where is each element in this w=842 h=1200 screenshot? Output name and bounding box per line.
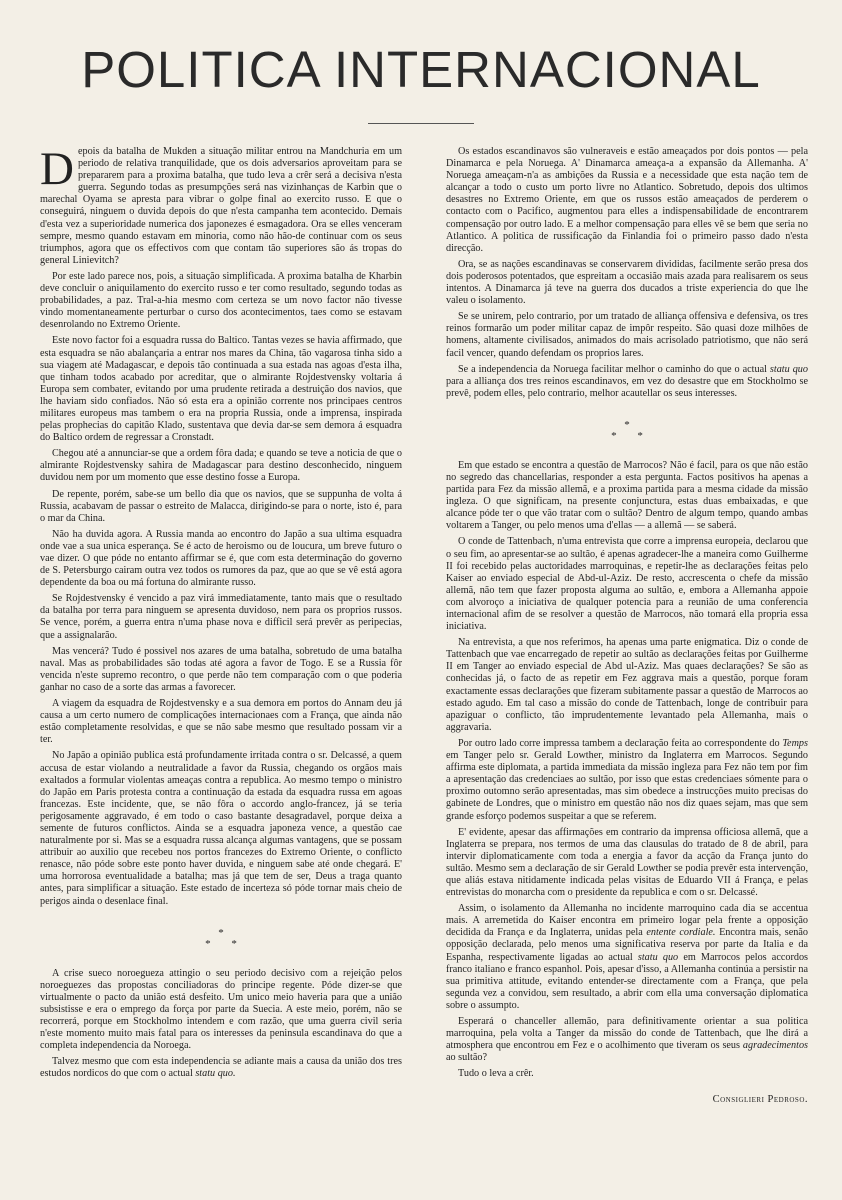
paragraph [446,738,808,823]
paragraph-text: para a alliança dos tres reinos escandinavos, em vez do desastre que em Stockholmo se prevê, podem elles, pelo contrario, melhor acautellar os seus interesses. [446,375,808,399]
paragraph [446,903,808,1012]
paragraph-text: epois da batalha de Mukden a situação militar entrou na Mandchuria em um periodo de relativa tranquilidade, que os dois adversarios aproveitam para se prepararem para a proxima batalha, que tudo leva a crêr será a decisiva n'esta guerra. Segundo todas as presumpções será nas vizinhanças de Karbin que o marechal Oyama se apresta para vibrar o golpe final ao exercito russo. E que o conseguirá, ninguem o duvida depois do que n'esta campanha tem acontecido. Demais d'esta vez a superioridade numerica dos japonezes é esmagadora. Ora se elles venceram sempre, mesmo quando estavam em minoria, como não hão-de continuar com os seus triumphos, agora que os effectivos com que contam tão superiores são ás tropas do general Linievitch? [40,146,402,266]
paragraph: A viagem da esquadra de Rojdestvensky e a sua demora em portos do Annam deu já causa a um certo numero de complicações internacionaes com a França, que ainda não estão completamente resolvidas, e que se não sabe mesmo que resultado possam vir a ter. [40,698,402,746]
italic-term: Temps [782,737,808,749]
section-separator [40,928,402,950]
author-signature: Consiglieri Pedroso. [712,1094,808,1106]
paragraph [446,1016,808,1064]
paragraph: Mas vencerá? Tudo é possivel nos azares de uma batalha, sobretudo de uma batalha naval. Mas as probabilidades são todas até agora a favor de Togo. E se a Russia fôr vencida n'este supremo recontro, o que perde não tem comparação com o que poderia ganhar no caso de a sorte das armas a favorecer. [40,645,402,693]
paragraph: No Japão a opinião publica está profundamente irritada contra o sr. Delcassé, a quem accusa de estar violando a neutralidade a favor da Russia, chegando os orgãos mais exaltados a formular violentas ameaças contra a republica. Ao mesmo tempo o ministro do Japão em Paris protesta contra a continuação da estada da esquadra russa em agoas francezas. Este incidente, que, se não fôra o accordo anglo-francez, já se teria perigosamente aggravado, é em todo o caso bastante desagradavel, porque deixa a semente de futuros conflictos. Ainda se a esquadra japoneza vence, a questão cae naturalmente por si. Mas se a esquadra russa alcança algumas vantagens, que se possam attribuir ao auxilio que recebeu nos portos francezes do Extremo Oriente, o conflicto renasce, não póde sobre este ponto haver duvida, e ninguem sabe até onde chegará. E' uma horrorosa eventualidade a batalha; mas já que tem de ser, Deus a traga quanto antes, para simplificar a situação. Este estado de incerteza só póde tornar mais cheio de perigos ainda o desenlace final. [40,750,402,907]
separator-bottom: * * [611,429,643,442]
page-title: POLITICA INTERNACIONAL [81,41,761,98]
italic-term: agradecimentos [742,1040,808,1052]
paragraph-text: ao sultão? [446,1052,488,1064]
left-column [40,143,402,1084]
section-separator [446,420,808,442]
paragraph-text: Assim, o isolamento da Allemanha no incidente marroquino cada dia se accentua mais. A arremetida do Kaiser encontra em primeiro logar pela frente a opposição decidida da França e da Inglaterra, unidas pela [446,903,808,939]
paragraph-text: Por outro lado corre impressa tambem a declaração feita ao correspondente do [458,737,780,749]
paragraph: A crise sueco noroegueza attingio o seu periodo decisivo com a rejeição pelos noroeguezes das propostas conciliadoras do principe regente. Póde dizer-se que virtualmente o pacto da união está desfeito. Um unico meio haveria para que a união subsistisse e era o emprego da força por parte da Suecia. A este meio, porém, não se recorrerá, porque em Stockholmo intendem e com razão, que uma guerra civil seria n'este momento muito mais fatal para os interesses da peninsula escandinava do que a completa independencia da Noroega. [40,967,402,1052]
paragraph: Se se unirem, pelo contrario, por um tratado de alliança offensiva e defensiva, os tres reinos formarão um poder militar capaz de impôr respeito. São quasi doze milhões de homens, altamente civilisados, animados do mais acrisolado patriotismo, que não será facil vencer, quando defendam os proprios lares. [446,311,808,359]
paragraph: Ora, se as nações escandinavas se conservarem divididas, facilmente serão presa dos dois poderosos potentados, que espreitam a occasião mais azada para realisarem os seus intentos. A Dinamarca já teve na guerra dos ducados a triste experiencia do que lhe valeu o isolamento. [446,258,808,307]
paragraph-text: em Marrocos pelos accordos franco italiano e franco espanhol. Pois, apesar d'isso, a Allemanha continúa a persistir na sua primitiva attitude, evitando entender-se directamente com a França, que pela segunda vez a convidou, sem resultado, a abrir com ella uma conversação diplomatica sobre o assumpto. [446,951,808,1011]
title-divider [368,123,474,124]
italic-term: statu quo [637,951,679,963]
paragraph: Os estados escandinavos são vulneraveis e estão ameaçados por dois pontos — pela Dinamarca e pela Noruega. A' Dinamarca ameaça-a a expansão da Allemanha. A' Noruega ameaçam-n'a as ambições da Russia e a necessidade que esta nação tem de alcançar a todo o custo um porto livre no Atlantico. Sobretudo, depois dos ultimos desastres no Extremo Oriente, em que os russos estão ameaçados de perderem o contacto com o Pacifico, augmentou para elles a indispensabilidade de encontrarem compensação por outro lado. E a melhor compensação para elles vê se bem que seria no Atlantico. A politica de russificação da Finlandia foi o primeiro passo dado n'esta direcção. [446,146,808,254]
separator-top: * [218,926,224,939]
paragraph: Chegou até a annunciar-se que a ordem fôra dada; e quando se teve a noticia de que o almirante Rojdestvensky sahira de Madagascar para destino desconhecido, ninguem duvidou nem por um momento que esse destino fosse a Europa. [40,448,402,484]
paragraph: Este novo factor foi a esquadra russa do Baltico. Tantas vezes se havia affirmado, que esta esquadra se não abalançaria a entrar nos mares da China, tão vagarosa tinha sido a sua viagem até Madagascar, e depois tão continuada a sua estada nas agoas d'esta ilha, que tinham todos acabado por acreditar, que o almirante Rojdestvensky voltaria á Europa sem combater, evitando por uma prudente retirada a destruição dos navios, que lhe haviam sido confiados. Não só esta era a opinião corrente nos principaes centros militares europeus mas tambem o era na propria Russia, onde a imprensa, inspirada pelas prophecias do capitão Klado, sustentava que devia dar-se sem demora á esquadra do Baltico ordem de regressar a Cronstadt. [40,335,402,444]
paragraph: E' evidente, apesar das affirmações em contrario da imprensa officiosa allemã, que a Inglaterra se prepara, nos termos de uma das clausulas do tratado de 8 de abril, para intervir diplomaticamente com toda a energia a favor da acção da França junto do sultão. Mesmo sem a declaração de sir Gerald Lowther se podia prevêr esta intervenção, que aliás estava nitidamente indicada pelas visitas de Eduardo VII á França, e pelas entrevistas do monarcha com o presidente da republica e com o sr. Delcassé. [446,826,808,899]
paragraph-text: em Tanger pelo sr. Gerald Lowther, ministro da Inglaterra em Marrocos. Segundo affirma este diplomata, a partida immediata da missão ingleza para Fez não tem por fim a apresentação das credenciaes ao sultão, por isso que estas credenciaes sómente para o proximo outomno serão apresentadas, mas sim obedece a instrucções muito precisas do gabinete de Londres, que o ministro em questão não nos diz quaes sejam, mas que sem grande esforço podemos suspeitar a que se referem. [446,750,808,822]
paragraph [40,1056,402,1080]
separator-bottom: * * [205,937,237,950]
paragraph: De repente, porém, sabe-se um bello dia que os navios, que se suppunha de volta á Russia, acabavam de passar o estreito de Malacca, dirigindo-se para o norte, isto é, para o mar da China. [40,488,402,524]
paragraph-text: Esperará o chanceller allemão, para definitivamente orientar a sua politica marroquina, pela volta a Tanger da missão do conde de Tattenbach, que lhe dirá a atmosphera que encontrou em Fez e o acolhimento que tiveram os seus [446,1016,808,1052]
italic-term: entente cordiale. [646,927,716,939]
separator-top: * [624,418,630,431]
italic-term: statu quo. [195,1068,236,1080]
paragraph: Na entrevista, a que nos referimos, ha apenas uma parte enigmatica. Diz o conde de Tattenbach que vae encarregado de repetir ao sultão as declarações feitas por Guilherme II em Tanger ao enviado especial de Abd ul-Aziz. Mas quaes declarações? Se são as conhecidas já, o facto de as repetir em Fez aggrava mais a questão, porque foram exactamente essas declarações que fizeram subitamente passar a questão de Marrocos ao estado agudo. Em tal caso a missão do conde de Tattenbach, longe de contribuir para apaziguar o conflicto, tão imprudentemente levantado pela Allemanha, mais o aggravaria. [446,637,808,733]
paragraph-text: Talvez mesmo que com esta independencia se adiante mais a causa da união dos tres estudos nordicos do que com o actual [40,1056,402,1080]
paragraph-text: Encontra mais, senão opposição declarada, pelo menos uma significativa reserva por parte da Italia e da Espanha, respectivamente ligadas ao actual [446,927,808,963]
paragraph-text: Se a independencia da Noruega facilitar melhor o caminho do que o actual [458,363,767,375]
paragraph: Não ha duvida agora. A Russia manda ao encontro do Japão a sua ultima esquadra onde vae a sua unica esperança. Se é acto de heroismo ou de loucura, um breve futuro o vae dizer. O que póde no entanto affirmar se é, que com esta determinação do governo de S. Petersburgo cairam outra vez todos os rumores da paz, que ao que se vê está agora dependente da boa ou má fortuna do almirante russo. [40,528,402,589]
paragraph: Em que estado se encontra a questão de Marrocos? Não é facil, para os que não estão no segredo das chancellarias, responder a esta pergunta. Factos positivos ha apenas a partida para Fez da missão allemã, e a proxima partida para a mesma cidade da missão ingleza. O que significam, na presente conjunctura, estas duas embaixadas, e que alcance póde ter o que vão tratar com o sultão? Dentro de algum tempo, quando ambas voltarem a Tanger, ou pelo menos uma d'ellas — a allemã — se saberá. [446,459,808,532]
italic-term: statu quo [769,363,808,375]
paragraph: Por este lado parece nos, pois, a situação simplificada. A proxima batalha de Kharbin deve concluir o aniquilamento do exercito russo e ter como resultado, segundo todas as probabilidades, a paz. Tral-a-hia mesmo com certeza se um novo factor não tivesse vindo momentaneamente perturbar o curso dos acontecimentos, taes como se estavam desenrolando no Extremo Oriente. [40,270,402,331]
paragraph: O conde de Tattenbach, n'uma entrevista que corre a imprensa europeia, declarou que o seu fim, ao apresentar-se ao sultão, é apenas agradecer-lhe a maneira como Guilherme II foi recebido pelas auctoridades marroquinas, e repetir-lhe as declarações feitas pelo Kaiser ao enviado especial de Abd-ul-Aziz. De resto, accrescenta o chefe da missão allemã, não tem que fazer proposta alguma ao sultão, e, embora a Allemanha appoie com alvoroço a iniciativa de qualquer potencia para a reunião de uma conferencia internacional afim de se resolver a questão de Marrocos, não tomará ella propria essa iniciativa. [446,536,808,633]
paragraph [40,143,402,267]
paragraph: Se Rojdestvensky é vencido a paz virá immediatamente, tanto mais que o resultado da batalha por terra para ninguem se apresenta duvidoso, nem para os proprios russos. Se vence, porém, a guerra entra n'uma phase nova e difficil será prevêr as peripecias, que a assignalarão. [40,593,402,641]
right-column [446,146,808,1107]
paragraph: Tudo o leva a crêr. [458,1068,534,1080]
paragraph [446,364,808,400]
drop-cap: D [40,143,74,195]
